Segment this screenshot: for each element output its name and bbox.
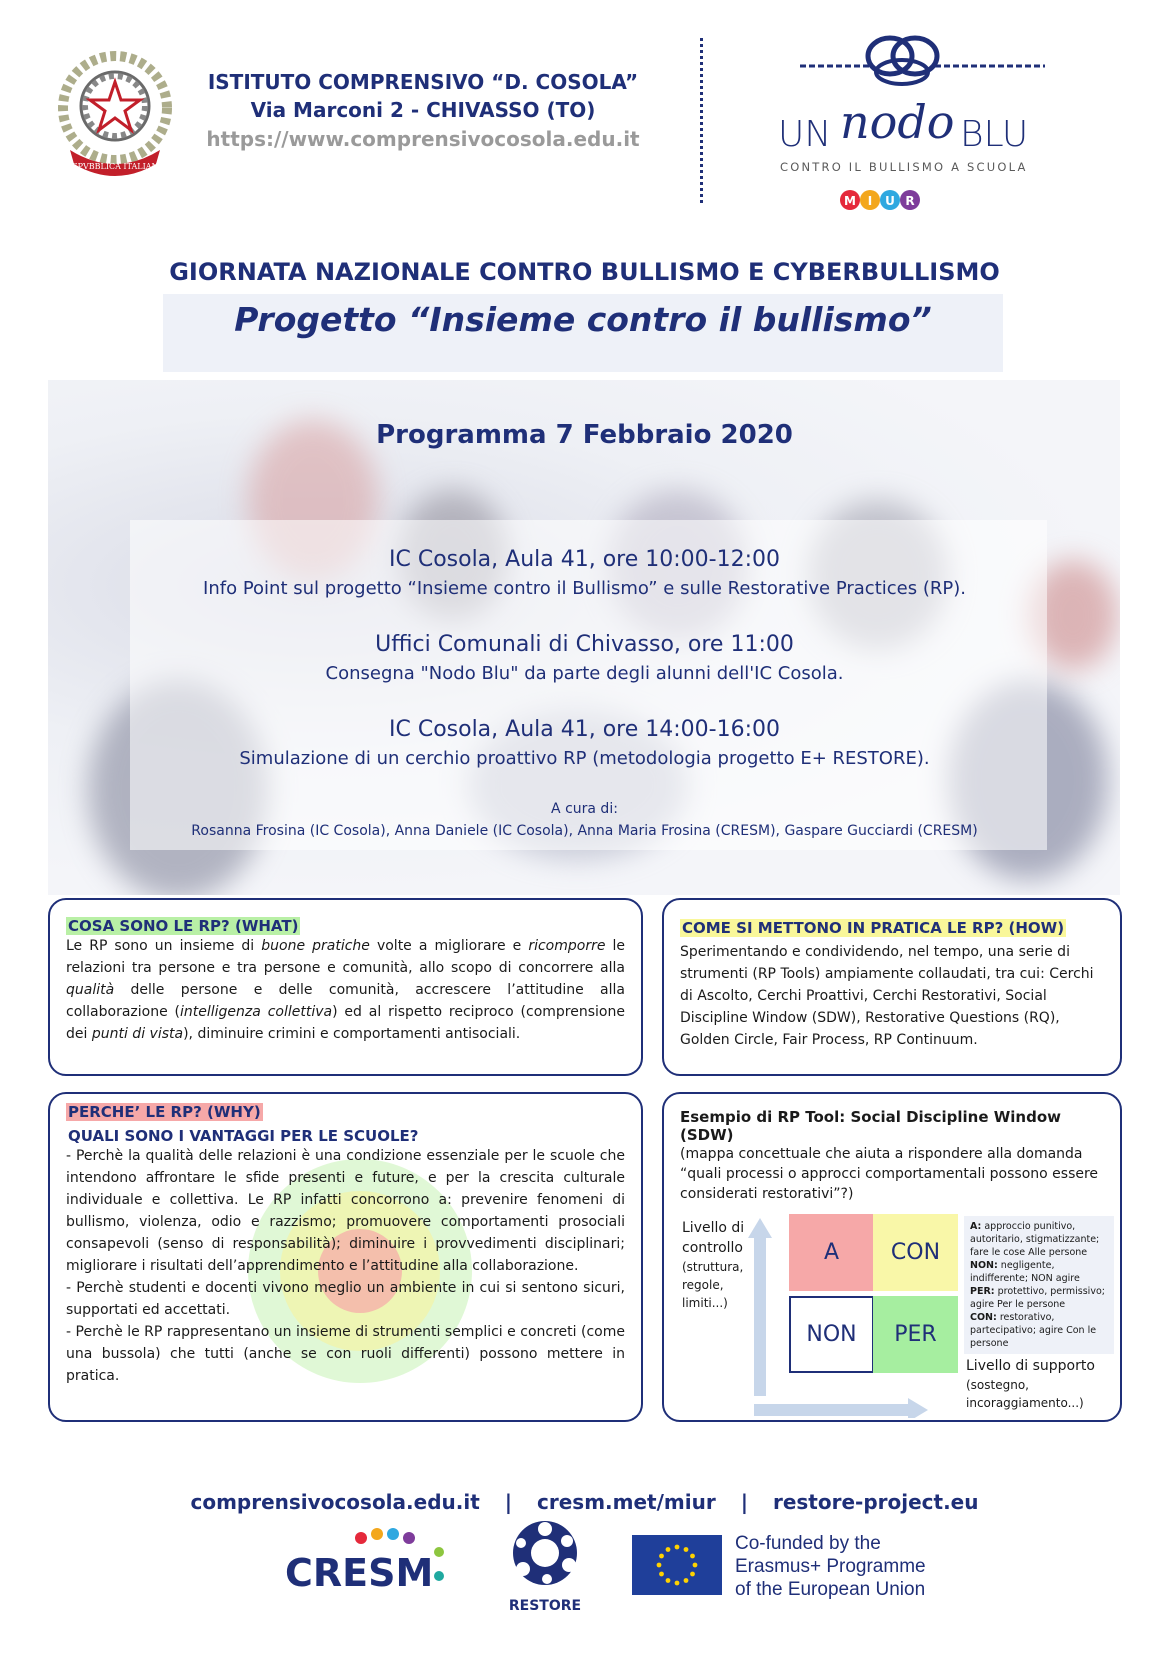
sdw-y-label: Livello di controllo (struttura, regole, limiti...) bbox=[682, 1220, 745, 1310]
how-text: Sperimentando e condividendo, nel tempo, una serie di strumenti (RP Tools) ampiamente collaudati, tra cui: Cerchi di Ascolto, Cerchi Proattivi, Cerchi Restorativi, Social Discipline Window (SDW), Restorative Questions (RQ), Golden Circle, Fair Process, RP Continuum. bbox=[680, 944, 1094, 1048]
curatori-names: Rosanna Frosina (IC Cosola), Anna Daniele (IC Cosola), Anna Maria Frosina (CRESM), Gaspare Gucciardi (CRESM) bbox=[191, 823, 978, 839]
svg-text:M: M bbox=[844, 194, 856, 208]
why-heading: PERCHE’ LE RP? (WHY) bbox=[68, 1103, 261, 1121]
event-heading: IC Cosola, Aula 41, ore 10:00-12:00 bbox=[388, 547, 780, 572]
sdw-legend bbox=[964, 1216, 1114, 1354]
footer-link-cresm[interactable]: cresm.met/miur bbox=[537, 1490, 716, 1514]
why-text-3: - Perchè le RP rappresentano un insieme di strumenti semplici e concreti (come una bussola) che tutti (anche se con ruoli differenti) possono mettere in pratica. bbox=[66, 1324, 625, 1384]
sdw-x-label: Livello di supporto (sostegno, incoraggiamento...) bbox=[966, 1358, 1095, 1410]
event-description: Info Point sul progetto “Insieme contro il Bullismo” e sulle Restorative Practices (RP). bbox=[203, 578, 966, 599]
footer-link-cosola[interactable]: comprensivocosola.edu.it bbox=[190, 1490, 480, 1514]
sdw-cell-per: PER bbox=[873, 1296, 958, 1373]
why-text-1: - Perchè la qualità delle relazioni è una condizione essenziale per le scuole che intendono affrontare le sfide presenti e future, e per la crescita culturale individuale e collettiva. Le RP infatti concorrono a: prevenire fenomeni di bullismo, violenza, odio e razzismo; promuovere comportamenti prosociali consapevoli (senso di responsabilità); diminuire i provvedimenti disciplinari; migliorare i risultati dell’apprendimento e l’attitudine alla collaborazione. bbox=[66, 1148, 625, 1274]
miur-logo bbox=[840, 190, 920, 210]
sdw-box bbox=[662, 1092, 1122, 1422]
why-text-2: - Perchè studenti e docenti vivono meglio un ambiente in cui si sentono sicuri, supportati ed accettati. bbox=[66, 1280, 625, 1318]
svg-text:REPVBBLICA ITALIANA: REPVBBLICA ITALIANA bbox=[65, 162, 165, 171]
sdw-cell-con: CON bbox=[873, 1214, 958, 1291]
sdw-cell-non: NON bbox=[789, 1296, 874, 1373]
footer-link-restore[interactable]: restore-project.eu bbox=[772, 1490, 979, 1514]
what-text: Le RP sono un insieme di buone pratiche volte a migliorare e ricomporre le relazioni tra persone e tra persone e comunità, allo scopo di concorrere alla qualità delle persone e delle comunità, accrescere l’attitudine alla collaborazione (intelligenza collettiva) ed al rispetto reciproco (comprensione dei punti di vista), diminuire crimini e comportamenti antisociali. bbox=[66, 938, 626, 1042]
italian-republic-emblem bbox=[52, 48, 178, 178]
why-box bbox=[48, 1092, 643, 1422]
program-event-2 bbox=[0, 630, 1169, 688]
svg-text:RESTORE: RESTORE bbox=[508, 1598, 582, 1614]
svg-text:CONTRO IL BULLISMO A SCUOLA: CONTRO IL BULLISMO A SCUOLA bbox=[780, 160, 1028, 174]
sdw-legend-item: PER: protettivo, permissivo; agire Per le persone bbox=[970, 1286, 1105, 1310]
sdw-legend-item: A: approccio punitivo, autoritario, stigmatizzante; fare le cose Alle persone bbox=[970, 1221, 1100, 1258]
svg-text:U: U bbox=[885, 194, 895, 208]
sdw-heading: Esempio di RP Tool: Social Discipline Window (SDW) bbox=[680, 1108, 1062, 1144]
event-description: Consegna "Nodo Blu" da parte degli alunni dell'IC Cosola. bbox=[325, 663, 844, 684]
sdw-cell-a: A bbox=[789, 1214, 874, 1291]
svg-text:BLU: BLU bbox=[960, 114, 1029, 155]
footer-links bbox=[0, 1490, 1169, 1514]
curatori bbox=[0, 798, 1169, 842]
event-heading: Uffici Comunali di Chivasso, ore 11:00 bbox=[375, 632, 794, 657]
eu-flag bbox=[632, 1535, 722, 1595]
restore-logo bbox=[495, 1515, 595, 1615]
svg-text:CRESM: CRESM bbox=[285, 1551, 434, 1595]
school-url-link[interactable]: https://www.comprensivocosola.edu.it bbox=[206, 127, 640, 151]
how-heading: COME SI METTONO IN PRATICA LE RP? (HOW) bbox=[682, 919, 1065, 937]
header-divider bbox=[700, 38, 703, 203]
sdw-subtitle: (mappa concettuale che aiuta a rispondere alla domanda “quali processi o approcci comportamentali possono essere considerati restorativi”?) bbox=[680, 1146, 1099, 1202]
svg-text:UN: UN bbox=[778, 114, 832, 155]
event-title: GIORNATA NAZIONALE CONTRO BULLISMO E CYBERBULLISMO bbox=[169, 258, 1000, 286]
why-subheading: QUALI SONO I VANTAGGI PER LE SCUOLE? bbox=[68, 1127, 419, 1145]
how-box bbox=[662, 898, 1122, 1076]
svg-text:nodo: nodo bbox=[840, 95, 955, 149]
event-heading: IC Cosola, Aula 41, ore 14:00-16:00 bbox=[388, 717, 780, 742]
svg-text:I: I bbox=[867, 194, 873, 208]
sdw-legend-item: NON: negligente, indifferente; NON agire bbox=[970, 1260, 1080, 1284]
event-description: Simulazione di un cerchio proattivo RP (metodologia progetto E+ RESTORE). bbox=[239, 748, 930, 769]
eu-cofunded-text: Co-funded by the Erasmus+ Programme of the European Union bbox=[735, 1533, 926, 1600]
svg-text:R: R bbox=[905, 194, 915, 208]
program-event-3 bbox=[0, 715, 1169, 773]
footer-separator: | bbox=[504, 1490, 513, 1514]
school-name: ISTITUTO COMPRENSIVO “D. COSOLA” bbox=[207, 70, 639, 94]
what-box bbox=[48, 898, 643, 1076]
project-title: Progetto “Insieme contro il bullismo” bbox=[234, 300, 932, 339]
footer-separator: | bbox=[740, 1490, 748, 1514]
school-info bbox=[178, 68, 668, 154]
program-event-1 bbox=[0, 545, 1169, 603]
cresm-logo bbox=[285, 1528, 465, 1598]
nodo-blu-logo bbox=[770, 28, 1070, 228]
sdw-legend-item: CON: restorativo, partecipativo; agire Con le persone bbox=[970, 1312, 1097, 1349]
school-address: Via Marconi 2 - CHIVASSO (TO) bbox=[250, 98, 596, 122]
program-title: Programma 7 Febbraio 2020 bbox=[376, 420, 793, 450]
curatori-label: A cura di: bbox=[551, 801, 618, 817]
what-heading: COSA SONO LE RP? (WHAT) bbox=[68, 917, 299, 935]
